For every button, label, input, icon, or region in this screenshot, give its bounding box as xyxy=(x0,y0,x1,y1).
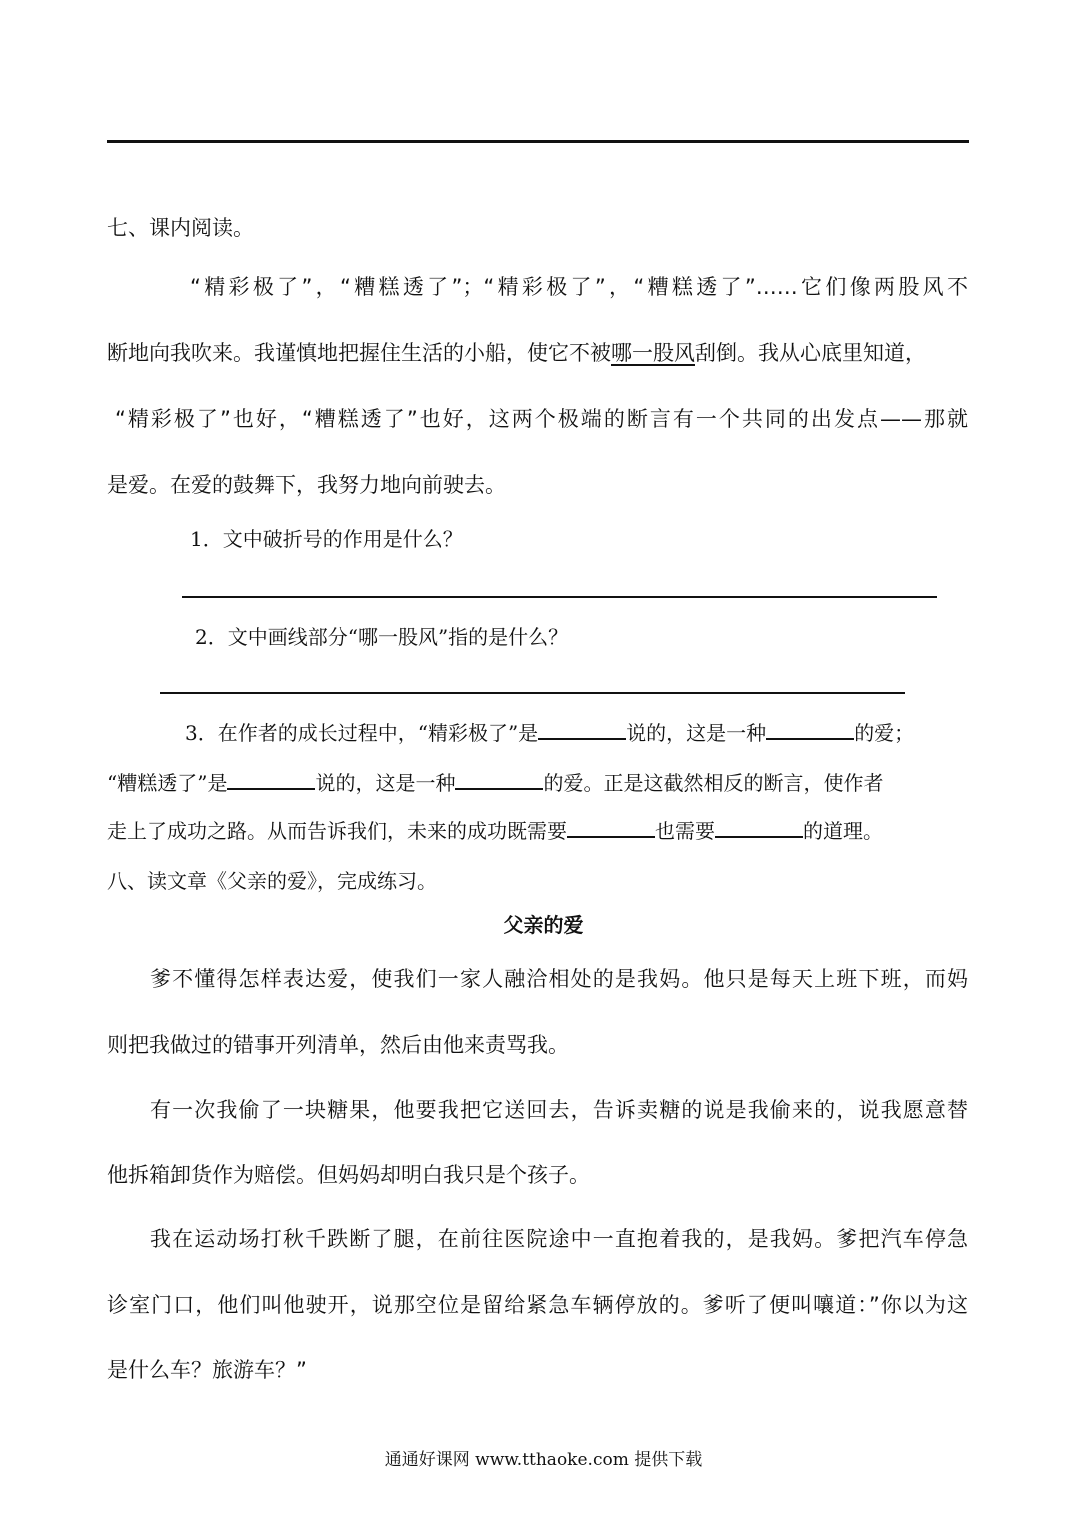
article-line: 诊室门口，他们叫他驶开，说那空位是留给紧急车辆停放的。爹听了便叫嚷道：”你以为这 xyxy=(107,1293,968,1317)
section-7-heading: 七、课内阅读。 xyxy=(107,216,254,240)
article-line: 爹不懂得怎样表达爱，使我们一家人融洽相处的是我妈。他只是每天上班下班，而妈 xyxy=(150,967,968,991)
passage-line: 是爱。在爱的鼓舞下，我努力地向前驶去。 xyxy=(107,473,506,497)
question-3-line-2: “糟糕透了”是 说的，这是一种 的爱。正是这截然相反的断言，使作者 xyxy=(107,771,884,795)
article-line: 我在运动场打秋千跌断了腿，在前往医院途中一直抱着我的，是我妈。爹把汽车停急 xyxy=(150,1227,968,1251)
header-rule xyxy=(107,140,969,143)
article-title: 父亲的爱 xyxy=(503,913,584,937)
question-3-line-3: 走上了成功之路。从而告诉我们，未来的成功既需要 也需要 的道理。 xyxy=(107,819,883,843)
section-8-heading: 八、读文章《父亲的爱》，完成练习。 xyxy=(107,869,437,893)
question-2: 2．文中画线部分“哪一股风”指的是什么？ xyxy=(195,625,569,649)
answer-line-2[interactable] xyxy=(160,692,905,694)
blank-field[interactable] xyxy=(538,720,626,740)
article-line: 有一次我偷了一块糖果，他要我把它送回去，告诉卖糖的说是我偷来的，说我愿意替 xyxy=(150,1098,968,1122)
underlined-phrase: 哪一股风 xyxy=(611,341,695,365)
blank-field[interactable] xyxy=(766,720,854,740)
passage-line: “精彩极了”也好，“糟糕透了”也好，这两个极端的断言有一个共同的出发点——那就 xyxy=(115,407,968,431)
blank-field[interactable] xyxy=(567,818,655,838)
article-line: 他拆箱卸货作为赔偿。但妈妈却明白我只是个孩子。 xyxy=(107,1163,590,1187)
blank-field[interactable] xyxy=(455,770,543,790)
blank-field[interactable] xyxy=(715,818,803,838)
article-line: 是什么车？旅游车？” xyxy=(107,1358,307,1382)
blank-field[interactable] xyxy=(227,770,315,790)
answer-line-1[interactable] xyxy=(182,596,937,598)
passage-line: “精彩极了”，“糟糕透了”；“精彩极了”，“糟糕透了”……它们像两股风不 xyxy=(190,275,968,299)
page-footer: 通通好课网 www.tthaoke.com 提供下载 xyxy=(384,1450,703,1470)
passage-line: 断地向我吹来。我谨慎地把握住生活的小船，使它不被哪一股风刮倒。我从心底里知道， xyxy=(107,341,926,365)
article-line: 则把我做过的错事开列清单，然后由他来责骂我。 xyxy=(107,1033,569,1057)
question-1: 1．文中破折号的作用是什么？ xyxy=(190,527,463,551)
question-3-line-1: 3．在作者的成长过程中，“精彩极了”是 说的，这是一种 的爱； xyxy=(185,721,915,745)
